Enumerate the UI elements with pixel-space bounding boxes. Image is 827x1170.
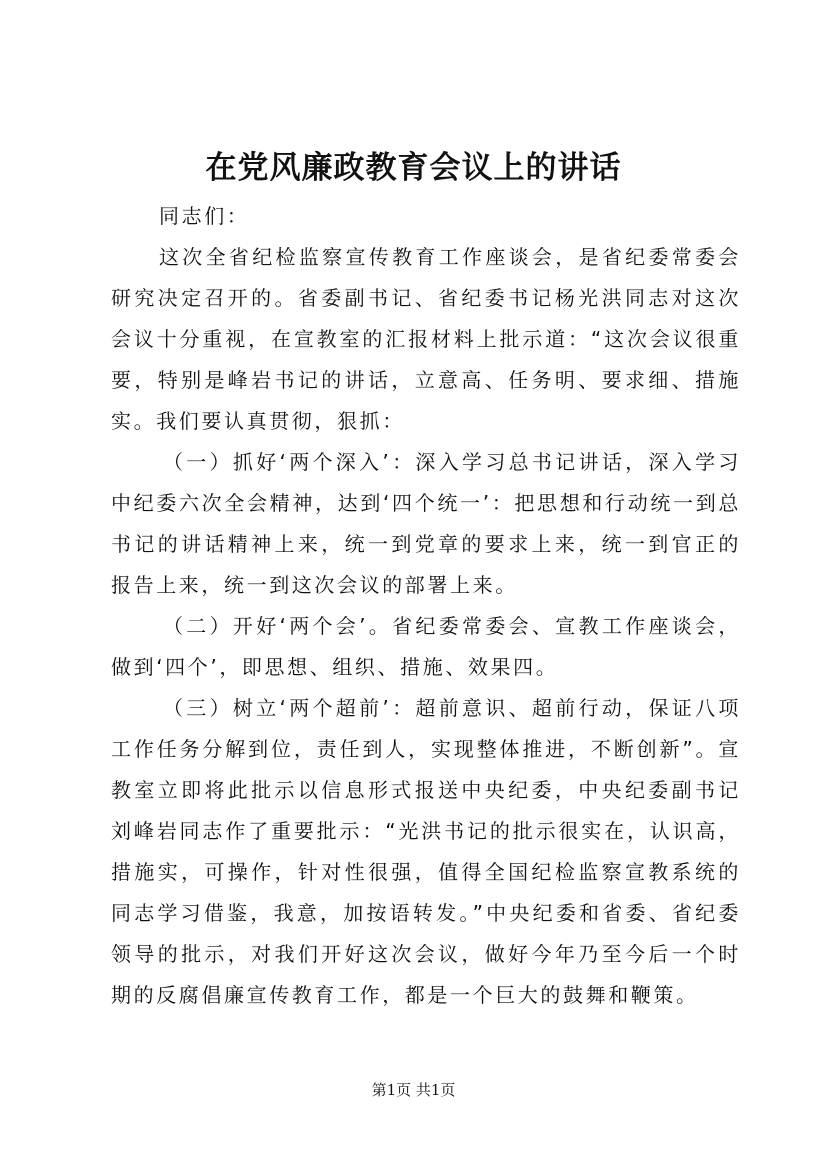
page-number-footer: 第1页 共1页 [371,1081,456,1099]
document-body [111,196,741,1016]
paragraph-1: 这次全省纪检监察宣传教育工作座谈会，是省纪委常委会研究决定召开的。省委副书记、省纪委书记杨光洪同志对这次会议十分重视，在宣教室的汇报材料上批示道：“这次会议很重要，特别是峰岩书记的讲话，立意高、任务明、要求细、措施实。我们要认真贯彻，狠抓： [111,245,741,433]
paragraph-2: （一）抓好‘两个深入’：深入学习总书记讲话，深入学习中纪委六次全会精神，达到‘四个统一’：把思想和行动统一到总书记的讲话精神上来，统一到党章的要求上来，统一到官正的报告上来，统一到这次会议的部署上来。 [111,450,741,597]
paragraph-3: （二）开好‘两个会’。省纪委常委会、宣教工作座谈会，做到‘四个’，即思想、组织、措施、效果四。 [111,614,741,679]
salutation: 同志们： [159,204,250,228]
document-title: 在党风廉政教育会议上的讲话 [205,150,622,186]
paragraph-4: （三）树立‘两个超前’：超前意识、超前行动，保证八项工作任务分解到位，责任到人，实现整体推进，不断创新”。宣教室立即将此批示以信息形式报送中央纪委，中央纪委副书记刘峰岩同志作了重要批示：“光洪书记的批示很实在，认识高，措施实，可操作，针对性很强，值得全国纪检监察宣教系统的同志学习借鉴，我意，加按语转发。”中央纪委和省委、省纪委领导的批示，对我们开好这次会议，做好今年乃至今后一个时期的反腐倡廉宣传教育工作，都是一个巨大的鼓舞和鞭策。 [111,696,741,1007]
